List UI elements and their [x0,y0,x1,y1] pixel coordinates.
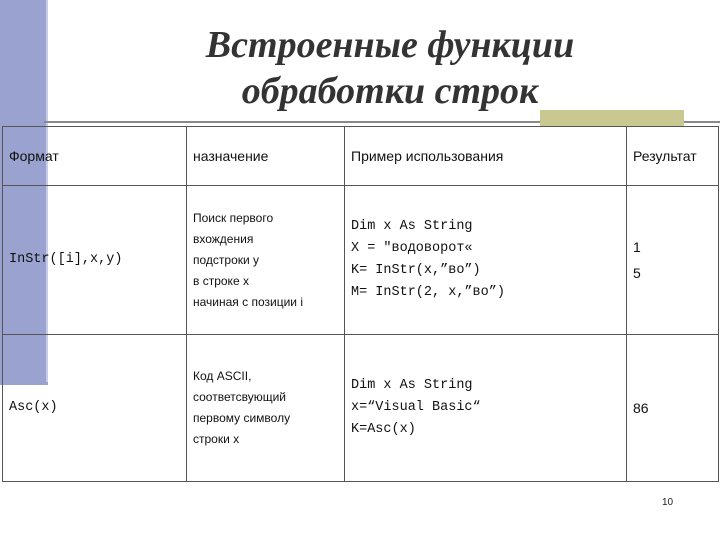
result-value: 1 [633,239,641,255]
slide-title-line: Встроенные функции [205,24,575,66]
example-cell [345,186,627,335]
purpose-line: подстроки y [193,252,260,267]
header-cell-format: Формат [3,127,187,186]
table-header-row [3,127,719,186]
purpose-line: соответсвующий [193,390,286,404]
code-line: Dim x As String [351,378,473,393]
purpose-cell [187,186,345,335]
code-line: Dim x As String [351,219,473,234]
header-cell-result: Результат [627,127,719,186]
purpose-line: начиная с позиции i [193,294,303,309]
code-line: K= InStr(x,”во”) [351,263,481,278]
decorative-bar-top [0,0,48,118]
result-cell [627,335,719,482]
header-cell-purpose: назначение [187,127,345,186]
code-line: M= InStr(2, x,”во”) [351,285,505,300]
table-row [3,335,719,482]
slide-title [150,22,630,114]
header-cell-example: Пример использования [345,127,627,186]
purpose-cell [187,335,345,482]
purpose-line: Код ASCII, [193,369,252,383]
code-line: K=Asc(x) [351,422,416,437]
table-row [3,186,719,335]
format-cell: InStr([i],x,y) [3,186,187,335]
purpose-line: Поиск первого [193,210,274,225]
result-cell [627,186,719,335]
result-value: 5 [633,265,641,281]
purpose-line: вхождения [193,231,254,246]
result-value: 86 [633,400,649,416]
slide-title-line: обработки строк [241,70,539,112]
code-line: x=“Visual Basic“ [351,400,481,415]
example-cell [345,335,627,482]
purpose-line: в строке x [193,273,249,288]
purpose-line: строки x [193,432,240,446]
format-cell: Asc(x) [3,335,187,482]
code-line: X = "водоворот« [351,241,473,256]
purpose-line: первому символу [193,411,291,425]
functions-table [2,126,719,482]
page-number: 10 [662,497,674,508]
